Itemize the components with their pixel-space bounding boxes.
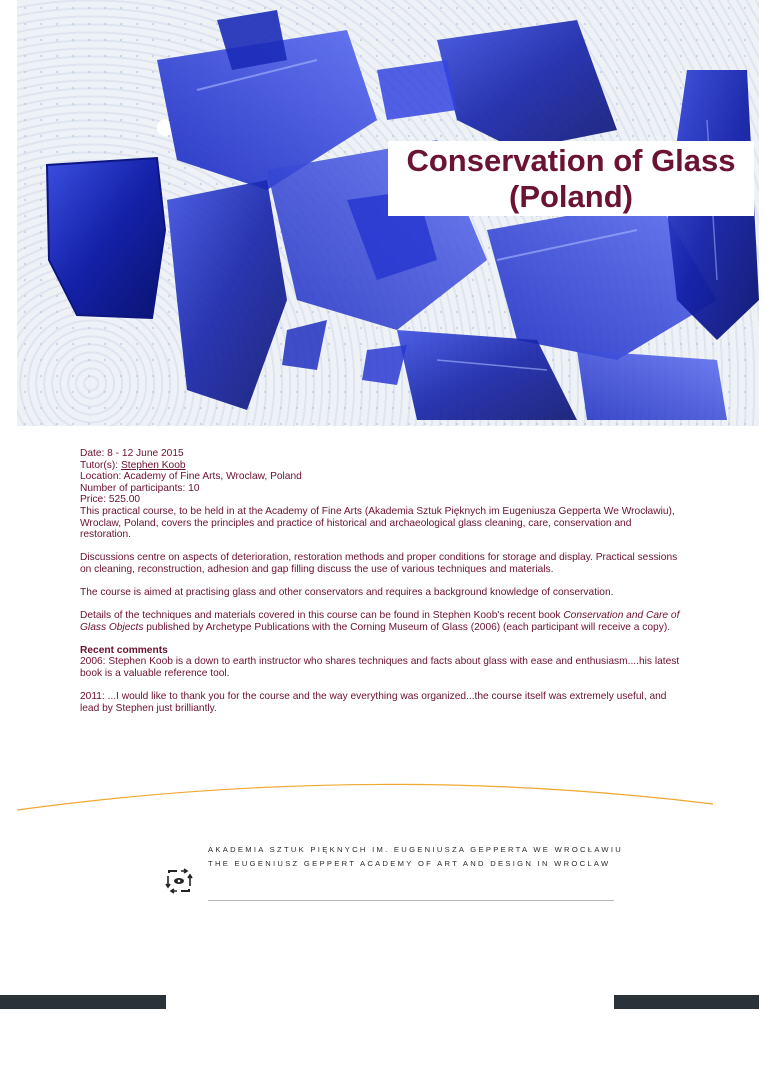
course-details: [80, 448, 680, 714]
course-location: Location: Academy of Fine Arts, Wroclaw, Poland: [80, 471, 302, 483]
course-description-4: [80, 610, 680, 633]
academy-logo-icon: [165, 867, 193, 895]
footer-bar-right: [614, 995, 759, 1009]
academy-name-english: THE EUGENIUSZ GEPPERT ACADEMY OF ART AND DESIGN IN WROCLAW: [208, 859, 611, 868]
academy-name: [208, 843, 628, 871]
footer-rule: [208, 900, 614, 901]
tutor-label: Tutor(s):: [80, 459, 121, 471]
course-description-3: The course is aimed at practising glass and other conservators and requires a background knowledge of conservation.: [80, 586, 614, 598]
footer-bar-left: [0, 995, 166, 1009]
para4-pre: Details of the techniques and materials covered in this course can be found in Stephen Koob's recent book: [80, 610, 564, 622]
comments-heading: Recent comments: [80, 644, 168, 656]
page-title-line1: Conservation of Glass: [406, 142, 736, 178]
course-tutor: [80, 460, 680, 472]
page-title-line2: (Poland): [509, 178, 633, 214]
course-price: Price: 525.00: [80, 494, 141, 506]
comment-2011: 2011: ...I would like to thank you for the course and the way everything was organized...the course itself was extremely useful, and lead by Stephen just brilliantly.: [80, 691, 667, 714]
comment-2006: 2006: Stephen Koob is a down to earth instructor who shares techniques and facts about glass with ease and enthusiasm....his latest book is a valuable reference tool.: [80, 656, 680, 679]
course-description-1: This practical course, to be held in at the Academy of Fine Arts (Akademia Sztuk Pięknych im Eugeniusza Gepperta We Wrocławiu), Wroclaw, Poland, covers the principles and practice of historical and archaeological glass cleaning, care, conservation and restoration.: [80, 505, 675, 541]
tutor-link[interactable]: Stephen Koob: [120, 459, 186, 471]
course-participants: Number of participants: 10: [80, 482, 200, 494]
academy-name-polish: AKADEMIA SZTUK PIĘKNYCH IM. EUGENIUSZA GEPPERTA WE WROCŁAWIU: [208, 845, 624, 854]
hero-photo: [17, 0, 759, 426]
decorative-arc: [0, 770, 775, 820]
para4-post: published by Archetype Publications with the Corning Museum of Glass (2006) (each participant will receive a copy).: [143, 621, 671, 633]
book-title: Conservation and Care of Glass Objects: [80, 610, 680, 633]
title-box: [388, 141, 754, 216]
course-date: Date: 8 - 12 June 2015: [80, 448, 184, 459]
course-description-2: Discussions centre on aspects of deterioration, restoration methods and proper conditions for storage and display. Practical sessions on cleaning, reconstruction, adhesion and gap filling discuss the use of various techniques and materials.: [80, 552, 678, 575]
